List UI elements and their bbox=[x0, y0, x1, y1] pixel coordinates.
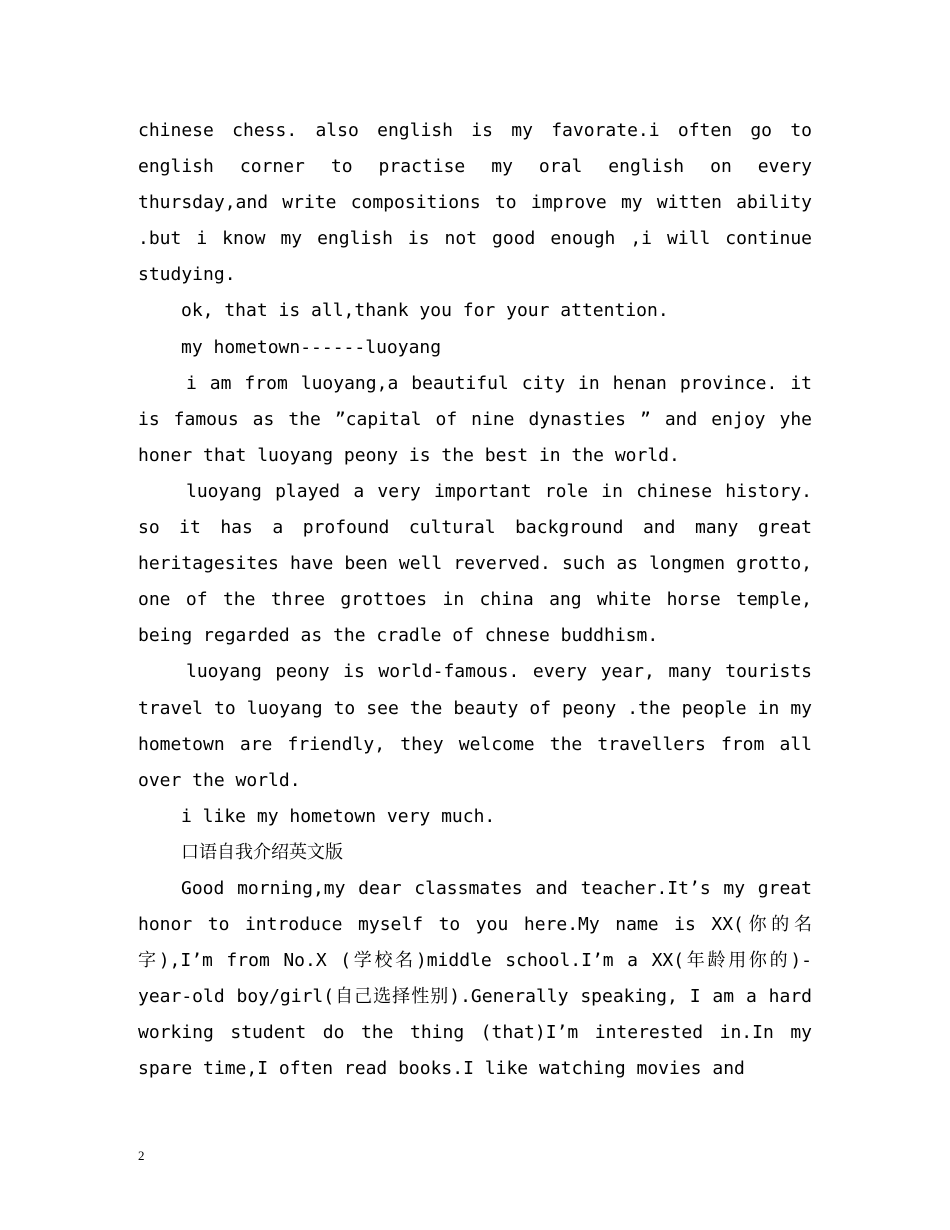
paragraph-luoyang-intro: i am from luoyang,a beautiful city in henan province. it is famous as the ”capital of nine dynasties ” and enjoy yhe honer that luoyang peony is the best in the world. bbox=[138, 372, 812, 466]
section-title-hometown: my hometown------luoyang bbox=[181, 336, 442, 358]
paragraph-luoyang-peony: luoyang peony is world-famous. every year, many tourists travel to luoyang to see the beauty of peony .the people in my hometown are friendly, they welcome the travellers from all over the world. bbox=[138, 661, 812, 791]
document-body bbox=[138, 113, 812, 1088]
paragraph-hobbies-continued: chinese chess. also english is my favorate.i often go to english corner to practise my oral english on every thursday,and write compositions to improve my witten ability .but i know my english is not good enough ,i will continue studying. bbox=[138, 120, 812, 286]
paragraph-self-introduction: Good morning,my dear classmates and teacher.It’s my great honor to introduce myself to you here.My name is XX(你的名字),I’m from No.X (学校名)middle school.I’m a XX(年龄用你的)-year-old boy/girl(自己选择性别).Generally speaking, I am a hard working student do the thing (that)I’m interested in.In my spare time,I often read books.I like watching movies and bbox=[138, 877, 812, 1080]
page-number: 2 bbox=[138, 1148, 145, 1163]
paragraph-closing: ok, that is all,thank you for your attention. bbox=[181, 300, 669, 322]
section-title-self-introduction: 口语自我介绍英文版 bbox=[181, 841, 343, 863]
paragraph-luoyang-history: luoyang played a very important role in chinese history. so it has a profound cultural background and many great heritagesites have been well reverved. such as longmen grotto, one of the three grottoes in china ang white horse temple, being regarded as the cradle of chnese buddhism. bbox=[138, 480, 812, 647]
paragraph-hometown-closing: i like my hometown very much. bbox=[181, 805, 496, 827]
